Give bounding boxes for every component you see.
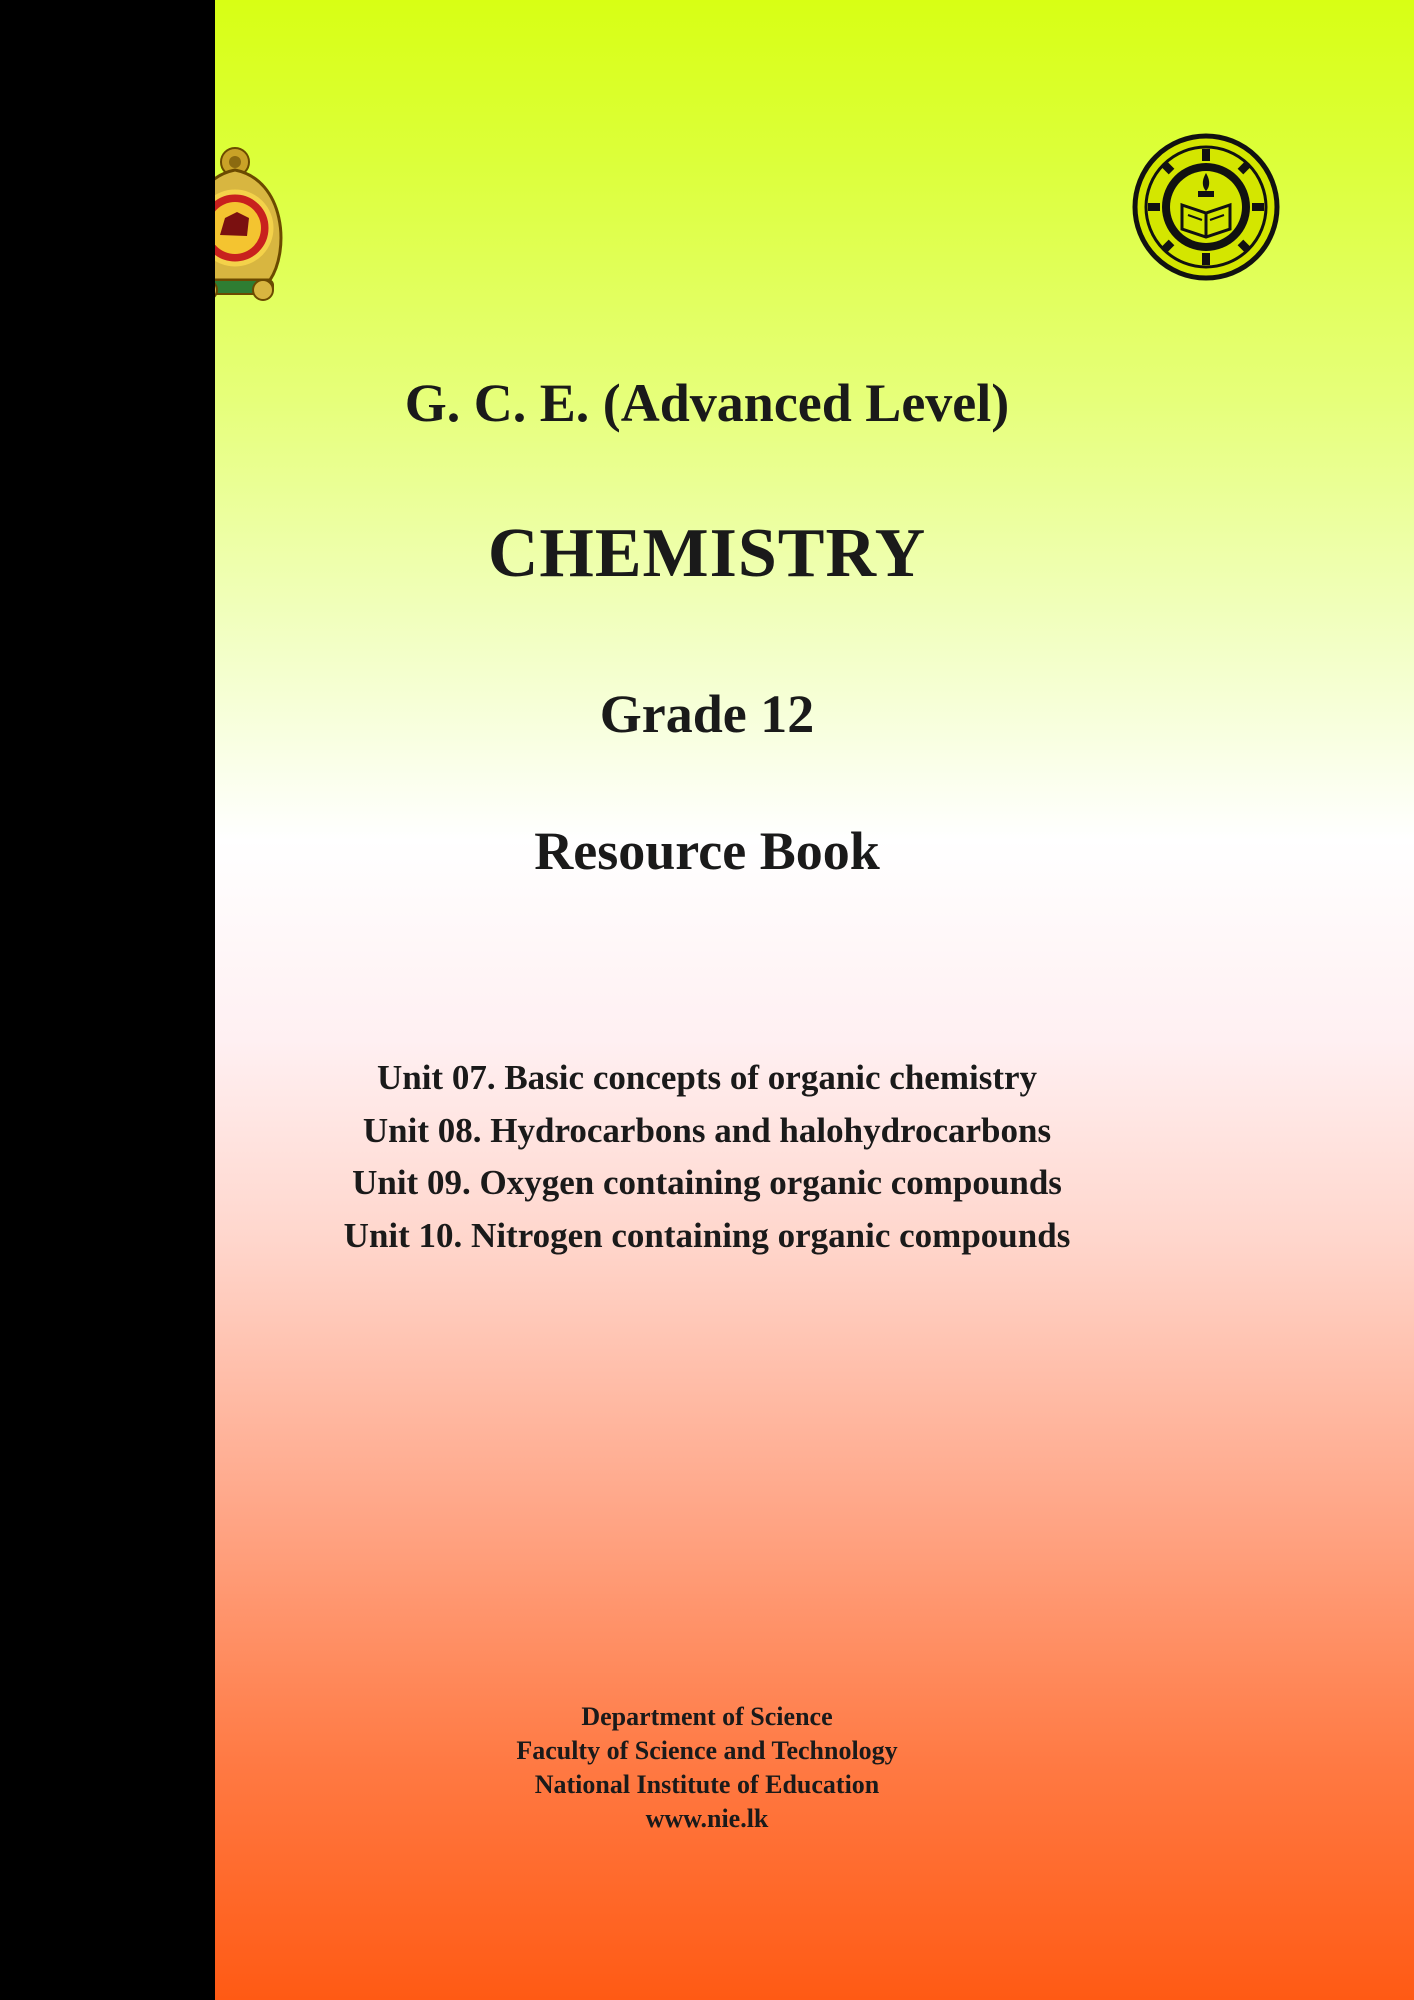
sri-lanka-national-emblem-icon xyxy=(215,140,295,310)
institute-name: National Institute of Education xyxy=(534,1770,880,1799)
black-spine xyxy=(0,0,215,2000)
unit-list xyxy=(215,1052,1199,1262)
nie-seal-icon xyxy=(1132,133,1280,286)
book-type-label: Resource Book xyxy=(534,821,880,881)
publisher-block xyxy=(215,1700,1199,1836)
grade-label: Grade 12 xyxy=(599,684,815,744)
department-name: Department of Science xyxy=(581,1702,833,1731)
exam-level-heading: G. C. E. (Advanced Level) xyxy=(404,373,1010,433)
subject-title: CHEMISTRY xyxy=(487,515,927,592)
faculty-name: Faculty of Science and Technology xyxy=(516,1736,898,1765)
unit-item: Unit 09. Oxygen containing organic compounds xyxy=(352,1163,1062,1202)
unit-item: Unit 10. Nitrogen containing organic compounds xyxy=(343,1215,1071,1255)
unit-item: Unit 08. Hydrocarbons and halohydrocarbons xyxy=(362,1110,1052,1150)
website-text: www.nie.lk xyxy=(645,1804,769,1833)
unit-item: Unit 07. Basic concepts of organic chemistry xyxy=(376,1058,1038,1097)
